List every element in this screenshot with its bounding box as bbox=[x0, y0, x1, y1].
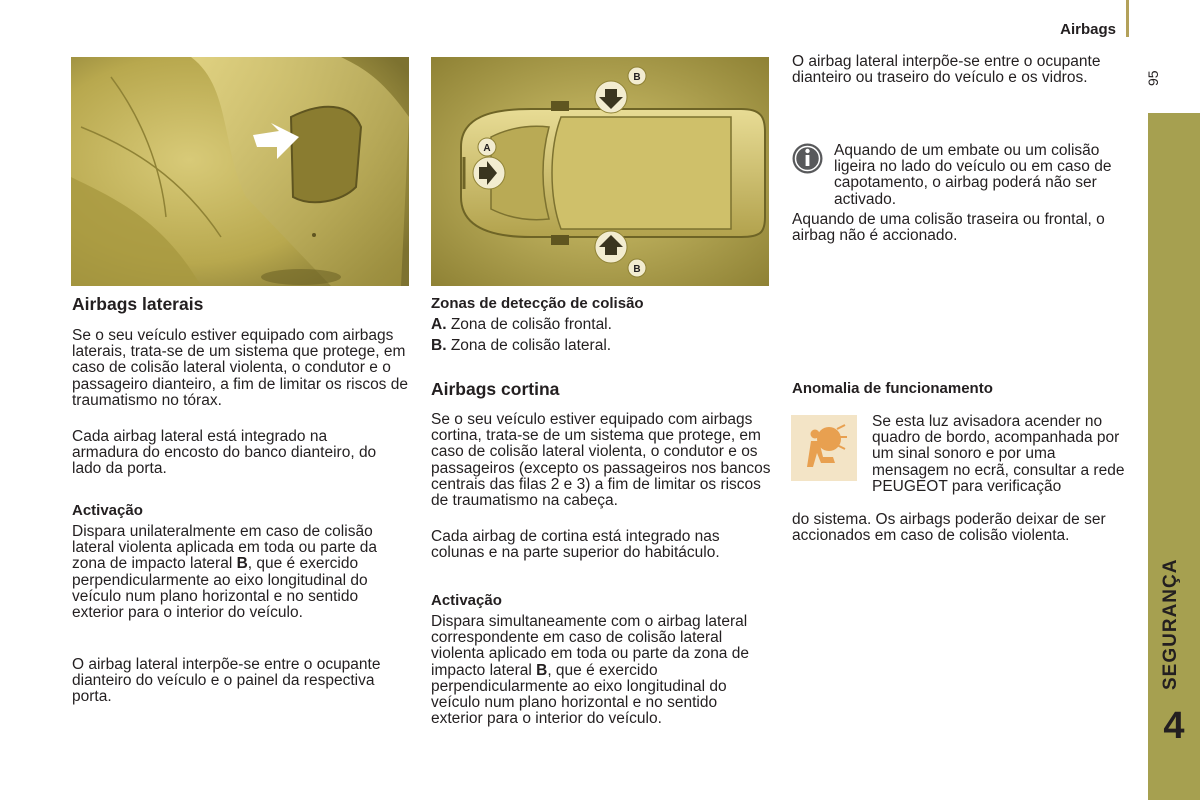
col2-activation-title: Activação bbox=[431, 592, 502, 609]
header-divider bbox=[1126, 0, 1129, 37]
chapter-tab bbox=[1148, 113, 1200, 800]
airbags-cortina-title: Airbags cortina bbox=[431, 379, 560, 399]
label-b-bottom: B bbox=[633, 264, 641, 275]
seat-airbag-illustration bbox=[71, 57, 409, 286]
info-note-text: Aquando de um embate ou um colisão ligeira no lado do veículo ou em caso de capotamento, o airbag poderá não ser activado. bbox=[834, 142, 1112, 208]
label-b-top: B bbox=[633, 72, 641, 83]
col1-activation-title: Activação bbox=[72, 502, 143, 519]
airbags-laterais-title: Airbags laterais bbox=[72, 294, 204, 314]
col1-activation-text: Dispara unilateralmente em caso de colisão lateral violenta aplicada em toda ou parte da zona de impacto lateral B, que é exercido perpendicularmente ao eixo longitudinal do veículo num plano horizontal e no sentido exterior para o interior do veículo. bbox=[72, 523, 378, 622]
section-title: Airbags bbox=[1060, 21, 1116, 38]
anomaly-text-2: do sistema. Os airbags poderão deixar de ser accionados em caso de colisão violenta. bbox=[792, 511, 1106, 545]
airbags-laterais-intro: Se o seu veículo estiver equipado com airbags laterais, trata-se de um sistema que protege, em caso de colisão lateral violenta, o condutor e o passageiro dianteiro, a fim de limitar os riscos de traumatismo no tórax. bbox=[72, 327, 408, 409]
airbags-cortina-intro: Se o seu veículo estiver equipado com airbags cortina, trata-se de um sistema que protege, em caso de colisão lateral violenta, o condutor e os passageiros (excepto os passageiros nos bancos centrais das filas 2 e 3) a fim de limitar os riscos de traumatismo na cabeça. bbox=[431, 411, 771, 510]
col3-rear-front-note: Aquando de uma colisão traseira ou frontal, o airbag não é accionado. bbox=[792, 211, 1105, 245]
page-number: 95 bbox=[1145, 70, 1161, 86]
collision-zone-b: B. Zona de colisão lateral. bbox=[431, 337, 612, 354]
info-icon bbox=[791, 142, 824, 175]
label-a: A bbox=[483, 143, 491, 154]
chapter-tab-label: SEGURANÇA bbox=[1160, 558, 1181, 690]
airbags-laterais-location: Cada airbag lateral está integrado na armadura do encosto do banco dianteiro, do lado da porta. bbox=[72, 428, 377, 478]
collision-zones-diagram bbox=[431, 57, 769, 286]
airbag-warning-light-icon bbox=[791, 415, 857, 481]
collision-zones-caption-title: Zonas de detecção de colisão bbox=[431, 295, 644, 312]
collision-zone-a: A. Zona de colisão frontal. bbox=[431, 316, 612, 333]
anomaly-text-1: Se esta luz avisadora acender no quadro de bordo, acompanhada por um sinal sonoro e por uma mensagem no ecrã, consultar a rede PEUGEOT para verificação bbox=[872, 413, 1125, 495]
airbags-cortina-location: Cada airbag de cortina está integrado nas colunas e na parte superior do habitáculo. bbox=[431, 528, 720, 562]
anomaly-title: Anomalia de funcionamento bbox=[792, 380, 993, 397]
col3-intro: O airbag lateral interpõe-se entre o ocupante dianteiro ou traseiro do veículo e os vidros. bbox=[792, 53, 1101, 87]
chapter-number: 4 bbox=[1163, 705, 1185, 747]
col1-airbag-position: O airbag lateral interpõe-se entre o ocupante dianteiro do veículo e o painel da respectiva porta. bbox=[72, 656, 381, 706]
col2-activation-text: Dispara simultaneamente com o airbag lateral correspondente em caso de colisão lateral violenta aplicado em toda ou parte da zona de impacto lateral B, que é exercido perpendicularmente ao eixo longitudinal do veículo num plano horizontal e no sentido exterior para o interior do veículo. bbox=[431, 613, 749, 728]
